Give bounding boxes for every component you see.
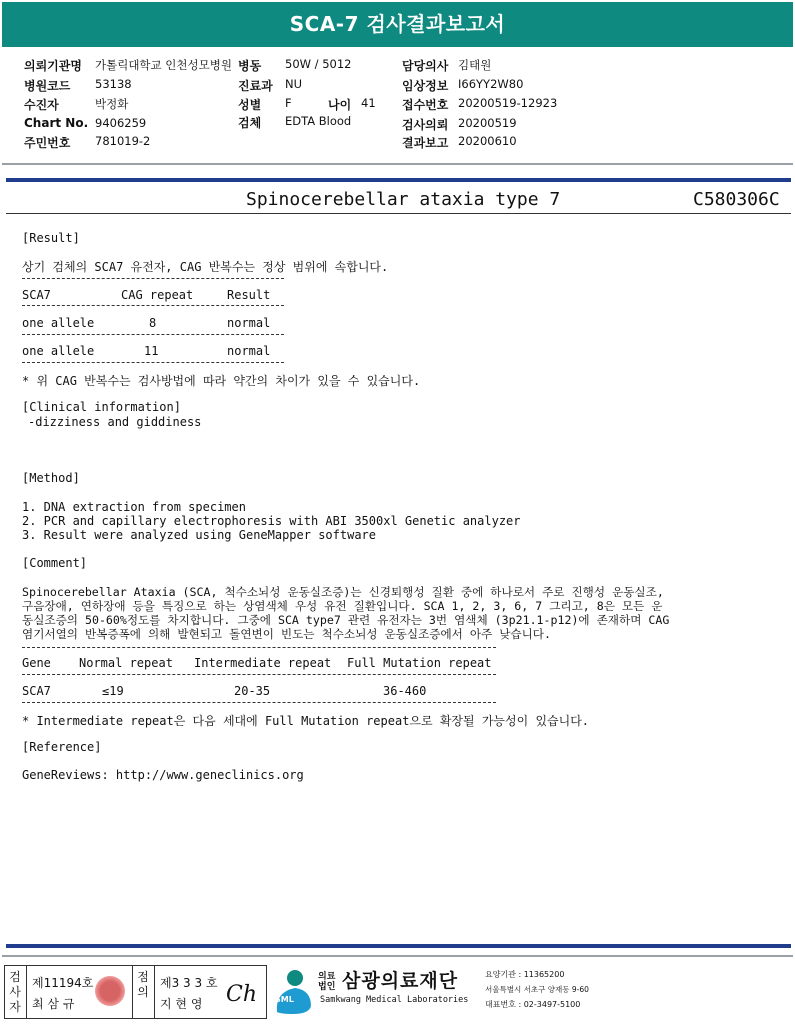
table-cell: 8 xyxy=(149,316,157,330)
institution-label: 의뢰기관명 xyxy=(24,59,82,73)
chart-label: Chart No. xyxy=(24,116,89,130)
reference-text: GeneReviews: http://www.geneclinics.org xyxy=(22,768,304,782)
doctor-value: 김태원 xyxy=(458,58,492,72)
table-row: SCA7 xyxy=(22,684,51,698)
reviewer-license: 제3 3 3 호 xyxy=(160,976,218,990)
result-heading: [Result] xyxy=(22,231,80,245)
reviewer-signature: Ch xyxy=(226,982,258,1007)
method-line: 1. DNA extraction from specimen xyxy=(22,500,246,514)
specimen-label: 검체 xyxy=(238,116,262,130)
inspector-seal xyxy=(95,976,125,1006)
org-address: 서울특별시 서초구 양재동 9-60 xyxy=(485,985,589,994)
org-english: Samkwang Medical Laboratories xyxy=(320,995,469,1005)
hospital-code-label: 병원코드 xyxy=(24,79,71,93)
divider xyxy=(132,965,133,1019)
comment-line: 구음장애, 연하장애 등을 특징으로 하는 상염색체 우성 유전 질환입니다. SCA 1, 2, 3, 6, 7 그리고, 8은 모든 운 xyxy=(22,599,663,613)
report-header xyxy=(2,2,793,47)
receipt-label: 접수번호 xyxy=(402,98,449,112)
divider xyxy=(2,163,793,165)
divider xyxy=(2,955,793,957)
table-cell: ≤19 xyxy=(102,684,124,698)
comment-header-gene: Gene xyxy=(22,656,51,670)
age-label: 나이 xyxy=(328,98,352,112)
request-label: 검사의뢰 xyxy=(402,118,449,132)
org-name: 삼광의료재단 xyxy=(342,970,459,992)
inspector-label-text: 검사자 xyxy=(9,970,21,1014)
reference-heading: [Reference] xyxy=(22,740,102,754)
ward-label: 병동 xyxy=(238,59,262,73)
result-summary: 상기 검체의 SCA7 유전자, CAG 반복수는 정상 범위에 속합니다. xyxy=(22,260,389,274)
specimen-value: EDTA Blood xyxy=(285,114,352,128)
comment-heading: [Comment] xyxy=(22,556,88,570)
patient-value: 박정화 xyxy=(95,97,129,111)
table-cell: normal xyxy=(227,344,271,358)
request-value: 20200519 xyxy=(458,116,517,130)
chart-value: 9406259 xyxy=(95,116,147,130)
table-row: one allele xyxy=(22,344,95,358)
comment-note: * Intermediate repeat은 다음 세대에 Full Mutation repeat으로 확장될 가능성이 있습니다. xyxy=(22,714,590,728)
receipt-value: 20200519-12923 xyxy=(458,96,558,110)
id-label: 주민번호 xyxy=(24,136,71,150)
report-label: 결과보고 xyxy=(402,136,449,150)
comment-line: 염기서열의 반복증폭에 의해 발현되고 돌연변이 빈도는 척수소뇌성 운동실조증에서 아주 낮습니다. xyxy=(22,627,551,641)
test-code: C580306C xyxy=(693,189,780,210)
table-rule xyxy=(22,647,496,648)
department-value: NU xyxy=(285,77,303,91)
inspector-license: 제11194호 xyxy=(32,976,94,990)
divider xyxy=(154,965,155,1019)
age-value: 41 xyxy=(361,96,376,110)
table-rule xyxy=(22,278,284,279)
divider xyxy=(6,213,791,214)
table-rule xyxy=(22,362,284,363)
table-rule xyxy=(22,702,496,703)
sex-value: F xyxy=(285,96,292,110)
patient-label: 수진자 xyxy=(24,98,59,112)
method-heading: [Method] xyxy=(22,471,80,485)
inspector-label xyxy=(8,970,22,1015)
org-phone: 대표번호 : 02-3497-5100 xyxy=(485,1000,581,1009)
table-cell: 20-35 xyxy=(234,684,271,698)
table-cell: 11 xyxy=(144,344,159,358)
org-prefix: 의료 법인 xyxy=(318,972,336,992)
test-name: Spinocerebellar ataxia type 7 xyxy=(246,189,561,210)
org-logo xyxy=(271,968,315,1016)
comment-line: 동실조증의 50-60%정도를 차지합니다. 그중에 SCA type7 관련 유전자는 3번 염색체 (3p21.1-p12)에 존재하며 CAG xyxy=(22,613,670,627)
table-cell: normal xyxy=(227,316,271,330)
inspector-name: 최 삼 규 xyxy=(32,997,75,1011)
clinical-heading: [Clinical information] xyxy=(22,400,181,414)
result-header-repeat: CAG repeat xyxy=(121,288,194,302)
result-header-gene: SCA7 xyxy=(22,288,51,302)
comment-header-intermediate: Intermediate repeat xyxy=(194,656,332,670)
report-title: SCA-7 검사결과보고서 xyxy=(289,12,506,36)
method-line: 2. PCR and capillary electrophoresis with ABI 3500xl Genetic analyzer xyxy=(22,514,521,528)
report-value: 20200610 xyxy=(458,134,517,148)
logo-text: SML xyxy=(275,995,294,1004)
reviewer-label xyxy=(136,970,150,1000)
table-rule xyxy=(22,305,284,306)
reviewer-label-text: 점의 xyxy=(137,970,149,999)
comment-line: Spinocerebellar Ataxia (SCA, 척수소뇌성 운동실조증)는 신경퇴행성 질환 중에 하나로서 주로 진행성 운동실조, xyxy=(22,585,664,599)
divider xyxy=(6,178,791,182)
clinical-label: 임상정보 xyxy=(402,79,449,93)
id-value: 781019-2 xyxy=(95,134,151,148)
method-line: 3. Result were analyzed using GeneMapper software xyxy=(22,528,377,542)
sex-label: 성별 xyxy=(238,98,262,112)
doctor-label: 담당의사 xyxy=(402,59,449,73)
hospital-code-value: 53138 xyxy=(95,77,132,91)
table-rule xyxy=(22,334,284,335)
department-label: 진료과 xyxy=(238,79,273,93)
clinical-text: -dizziness and giddiness xyxy=(28,415,202,429)
institution-value: 가톨릭대학교 인천성모병원 xyxy=(95,58,232,72)
table-cell: 36-460 xyxy=(383,684,427,698)
comment-header-normal: Normal repeat xyxy=(79,656,173,670)
ward-value: 50W / 5012 xyxy=(285,57,352,71)
divider xyxy=(6,944,791,948)
table-row: one allele xyxy=(22,316,95,330)
logo-icon xyxy=(271,968,315,1016)
org-code: 요양기관 : 11365200 xyxy=(485,970,565,979)
clinical-value: I66YY2W80 xyxy=(458,77,524,91)
divider xyxy=(26,965,27,1019)
result-header-result: Result xyxy=(227,288,271,302)
comment-header-full: Full Mutation repeat xyxy=(347,656,492,670)
result-note: * 위 CAG 반복수는 검사방법에 따라 약간의 차이가 있을 수 있습니다. xyxy=(22,374,421,388)
reviewer-name: 지 현 영 xyxy=(160,997,203,1011)
table-rule xyxy=(22,674,496,675)
